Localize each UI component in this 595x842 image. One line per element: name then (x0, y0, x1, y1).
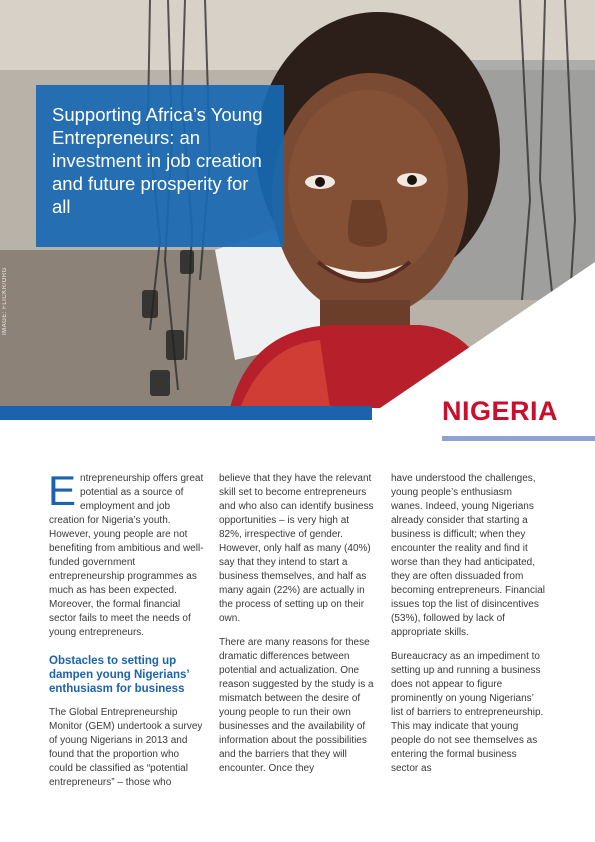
column-1 (48, 467, 204, 800)
body-paragraph: have understood the challenges, young people’s enthusiasm wanes. Indeed, young Nigerians already consider that starting a business is difficult; when they encounter the reality and find it worse than they had anticipated, they are often dissuaded from becoming entrepreneurs. Financial issues top the list of disincentives (53%), followed by lack of appropriate skills. (391, 473, 545, 638)
column-2 (219, 472, 374, 786)
body-paragraph: believe that they have the relevant skill set to become entrepreneurs and who also can identify business opportunities – is very high at 82%, irrespective of gender. However, only half as many (40%) say that they intend to start a business themselves, and half as many again (22%) are actually in the process of setting up on their own. (219, 473, 374, 624)
page-title: Supporting Africa’s Young Entrepreneurs: an investment in job creation and future prosperity for all (52, 104, 263, 217)
column-3 (391, 472, 546, 786)
country-label: NIGERIA (442, 396, 559, 426)
section-heading: Obstacles to setting up dampen young Nigerians’ enthusiasm for business (49, 655, 189, 695)
body-paragraph: The Global Entrepreneurship Monitor (GEM) undertook a survey of young Nigerians in 2013 and found that the proportion who could be classified as “potential entrepreneurs” – those who (49, 707, 203, 788)
drop-cap: E (48, 467, 77, 514)
title-box (36, 85, 284, 247)
body-paragraph: Bureaucracy as an impediment to setting up and running a business does not appear to figure prominently on young Nigerians’ list of barriers to entrepreneurship. This may indicate that young people do not see themselves as entering the formal business sector as (391, 651, 544, 774)
intro-paragraph (48, 467, 204, 640)
country-underline (442, 436, 595, 441)
blue-band (0, 406, 372, 420)
intro-text: ntrepreneurship offers great potential as a source of employment and job creation for Nigeria’s youth. However, young people are not benefiting from ambitious and well-funded government entrepreneurship programmes as much as has been expected. Moreover, the formal financial sector fails to meet the needs of young entrepreneurs. (49, 473, 204, 638)
image-credit: IMAGE: FLICKR/ORG (2, 267, 8, 335)
body-paragraph: There are many reasons for these dramatic differences between potential and actualization. One reason suggested by the study is a mismatch between the desire of young people to run their own businesses and the availability of information about the possibilities and the barriers that they will encounter. Once they (219, 637, 374, 774)
